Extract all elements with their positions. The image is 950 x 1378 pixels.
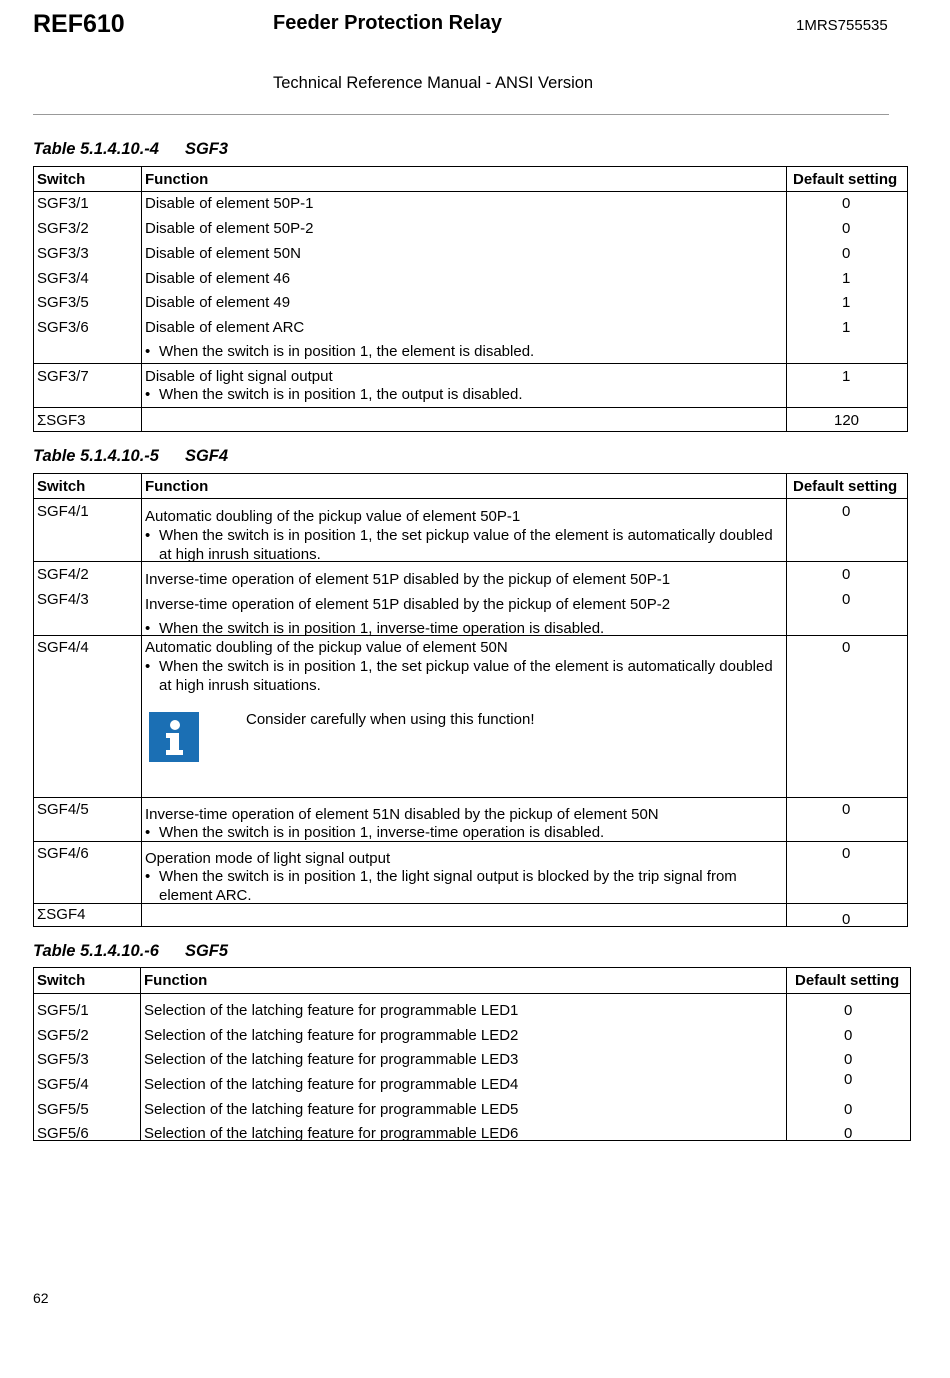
table-name: SGF4 <box>184 447 229 465</box>
product-name: REF610 <box>33 10 125 38</box>
page-number: 62 <box>33 1290 49 1306</box>
table-sgf3 <box>33 166 908 432</box>
document-id: 1MRS755535 <box>796 17 888 34</box>
table-number: Table 5.1.4.10.-4 <box>33 140 159 158</box>
table-row: SGF4/2 Inverse-time operation of element 51P disabled by the pickup of element 50P-1 0 SGF4/3 Inverse-time operation of element 51P disabled by the pickup of element 50P-2 0 • When the switch is in position 1, inverse-time operation is disabled. <box>34 561 907 636</box>
info-note: Consider carefully when using this function! <box>246 711 535 728</box>
table-row-sum: ΣSGF4 0 <box>34 903 907 927</box>
column-header-switch: Switch <box>37 171 86 188</box>
table-row: SGF3/1 Disable of element 50P-1 0 SGF3/2 Disable of element 50P-2 0 SGF3/3 Disable of element 50N 0 SGF3/4 Disable of element 46 1 SGF3/5 Disable of element 49 1 SGF3/6 Disable of element ARC 1 • When the switch is in position 1, the element is disabled. <box>34 191 907 364</box>
table-row: SGF4/1 Automatic doubling of the pickup value of element 50P-1 • When the switch is in position 1, the set pickup value of the element is automatically doubled at high inrush situations. 0 <box>34 498 907 562</box>
bullet-note: • When the switch is in position 1, inverse-time operation is disabled. <box>145 619 604 638</box>
bullet-note: • When the switch is in position 1, the output is disabled. <box>145 385 523 404</box>
table-row: SGF4/4 Automatic doubling of the pickup value of element 50N • When the switch is in position 1, the set pickup value of the element is automatically doubled at high inrush situations. Consider carefully when using this function! 0 <box>34 635 907 798</box>
table-sgf4 <box>33 473 908 927</box>
table-row: SGF4/5 Inverse-time operation of element 51N disabled by the pickup of element 50N • When the switch is in position 1, inverse-time operation is disabled. 0 <box>34 797 907 842</box>
table-sgf5 <box>33 967 911 1141</box>
info-icon <box>149 712 199 762</box>
bullet-note: • When the switch is in position 1, the set pickup value of the element is automatically doubled at high inrush situations. <box>145 657 773 695</box>
bullet-note: • When the switch is in position 1, the set pickup value of the element is automatically doubled at high inrush situations. <box>145 526 773 564</box>
table-header-row <box>34 968 910 993</box>
table-caption-sgf4 <box>33 447 228 466</box>
column-header-default: Default setting <box>793 478 898 495</box>
table-number: Table 5.1.4.10.-6 <box>33 942 159 960</box>
document-subtitle: Technical Reference Manual - ANSI Version <box>273 74 594 92</box>
bullet-note: • When the switch is in position 1, inverse-time operation is disabled. <box>145 823 604 842</box>
table-header-row <box>34 474 907 498</box>
column-header-function: Function <box>144 972 208 989</box>
table-caption-sgf3 <box>33 140 228 159</box>
column-header-function: Function <box>145 478 209 495</box>
document-title: Feeder Protection Relay <box>273 12 502 34</box>
bullet-note: • When the switch is in position 1, the light signal output is blocked by the trip signal from element ARC. <box>145 867 737 905</box>
table-name: SGF5 <box>184 942 229 960</box>
table-name: SGF3 <box>184 140 229 158</box>
header-divider <box>33 114 889 115</box>
table-header-row <box>34 167 907 191</box>
table-row-sum: ΣSGF3 120 <box>34 407 907 432</box>
table-row: SGF3/7 Disable of light signal output • When the switch is in position 1, the output is disabled. 1 <box>34 363 907 408</box>
table-row: SGF4/6 Operation mode of light signal output • When the switch is in position 1, the light signal output is blocked by the trip signal from element ARC. 0 <box>34 841 907 904</box>
column-header-switch: Switch <box>37 478 86 495</box>
table-caption-sgf5 <box>33 942 228 961</box>
column-header-switch: Switch <box>37 972 86 989</box>
column-header-function: Function <box>145 171 209 188</box>
table-number: Table 5.1.4.10.-5 <box>33 447 159 465</box>
bullet-note: • When the switch is in position 1, the element is disabled. <box>145 342 534 361</box>
table-body: SGF5/1 Selection of the latching feature for programmable LED1 0 SGF5/2 Selection of the latching feature for programmable LED2 0 SGF5/3 Selection of the latching feature for programmable LED3 0 SGF5/4 Selection of the latching feature for programmable LED4 0 SGF5/5 Selection of the latching feature for programmable LED5 0 SGF5/6 Selection of the latching feature for programmable LED6 0 <box>34 993 910 1141</box>
column-header-default: Default setting <box>793 171 898 188</box>
column-header-default: Default setting <box>795 972 900 989</box>
